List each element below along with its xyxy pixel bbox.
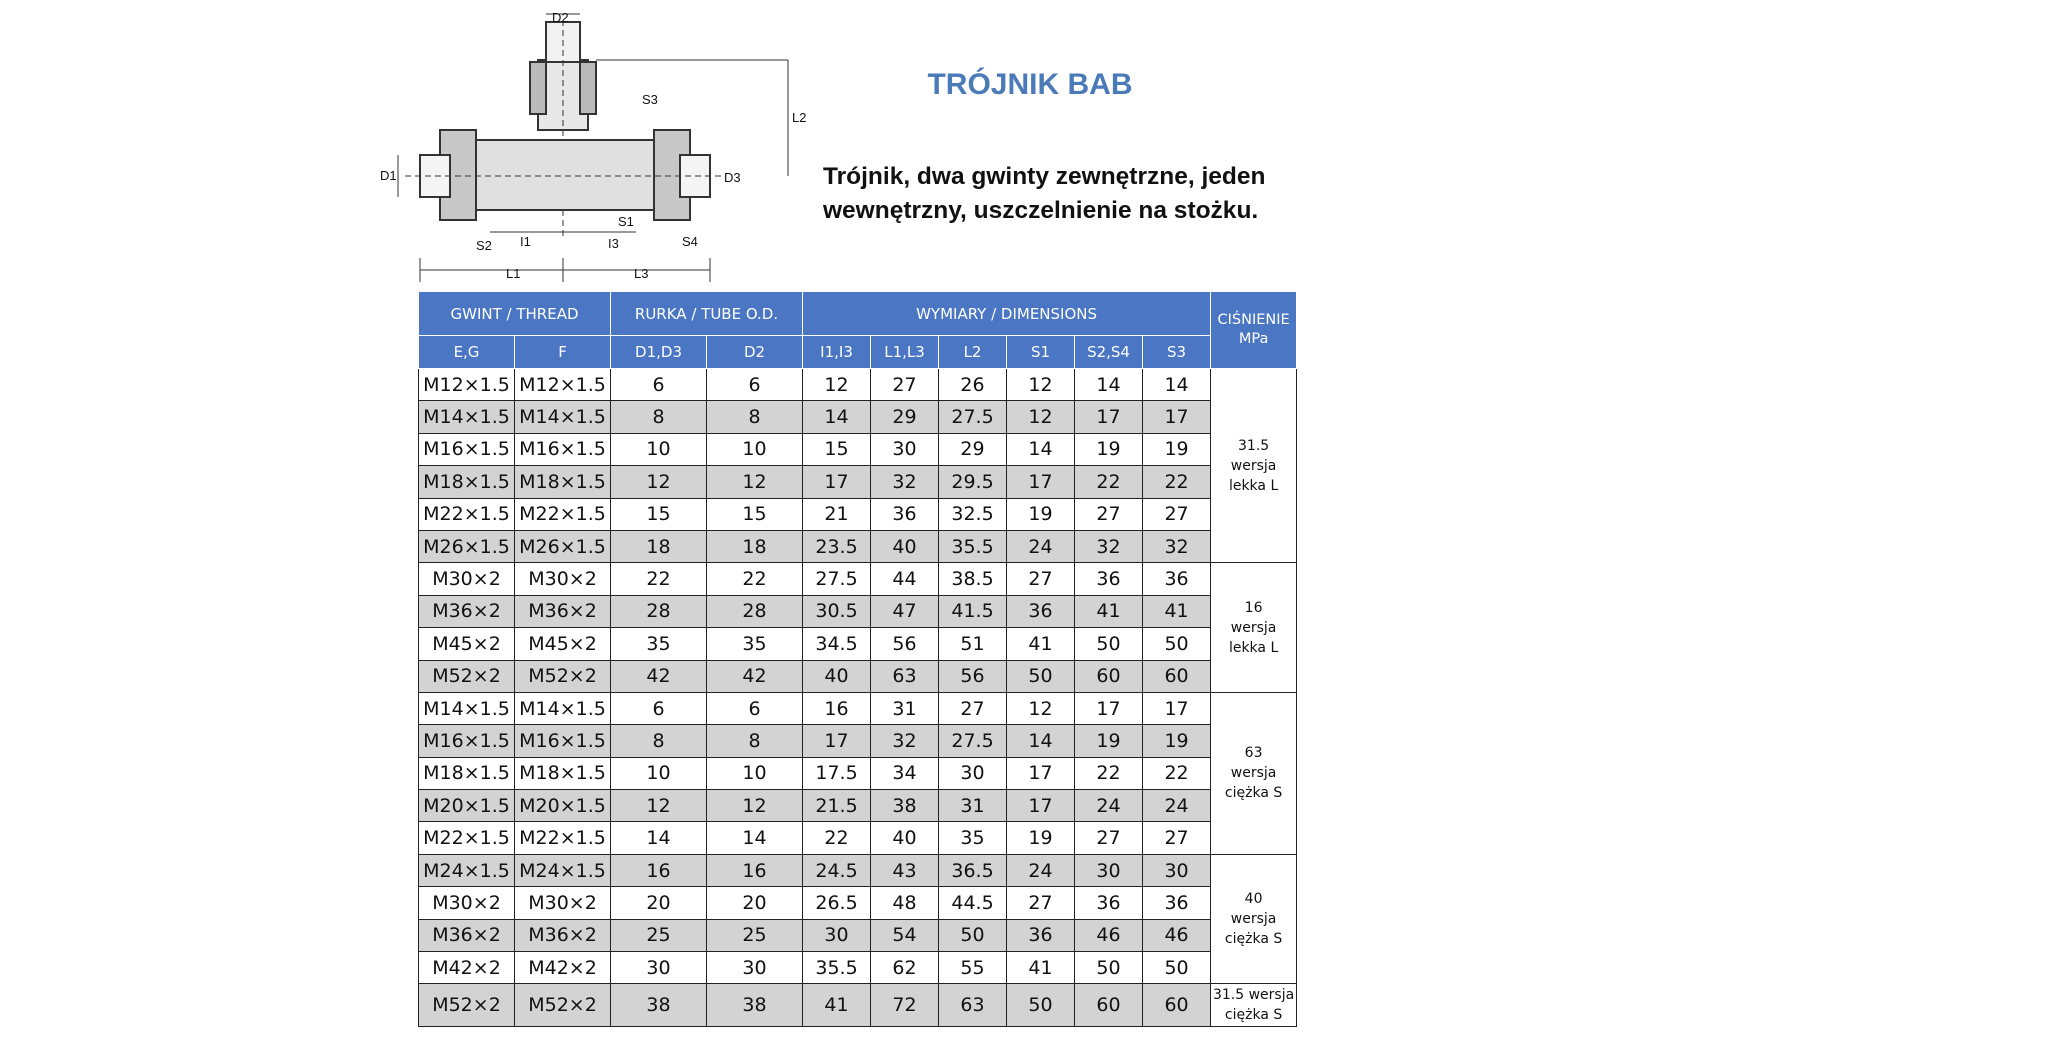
table-cell: 19 [1075,725,1143,757]
table-cell: 24 [1007,854,1075,886]
pressure-text: wersja [1230,619,1277,636]
table-cell: 24 [1143,790,1211,822]
table-cell: 17 [1143,692,1211,724]
label-s4: S4 [682,234,698,249]
table-cell: M36×2 [515,919,611,951]
table-cell: 30 [939,757,1007,789]
table-cell: 12 [1007,369,1075,401]
table-cell: 16 [707,854,803,886]
table-cell: 22 [1143,757,1211,789]
table-cell: 20 [611,887,707,919]
table-cell: M22×1.5 [419,498,515,530]
table-cell: 50 [1075,628,1143,660]
table-cell: 26 [939,369,1007,401]
table-cell: 43 [871,854,939,886]
table-cell: M30×2 [515,563,611,595]
header-thread: GWINT / THREAD [419,292,611,336]
table-cell: M16×1.5 [515,725,611,757]
table-cell: M18×1.5 [419,466,515,498]
table-row [419,530,1297,562]
table-cell: M14×1.5 [515,692,611,724]
table-cell: 8 [611,725,707,757]
table-cell: 28 [611,595,707,627]
pressure-text: 63 [1244,745,1263,762]
table-row [419,401,1297,433]
label-s1: S1 [618,214,634,229]
table-cell: 12 [707,790,803,822]
table-cell: 17 [803,725,871,757]
table-cell: 28 [707,595,803,627]
table-cell: 36 [871,498,939,530]
table-cell: M22×1.5 [419,822,515,854]
table-cell: 12 [1007,692,1075,724]
table-cell: 50 [1007,660,1075,692]
table-cell: 17 [803,466,871,498]
pressure-cell [1211,692,1297,854]
table-cell: 29.5 [939,466,1007,498]
table-cell: 30 [871,433,939,465]
table-cell: 15 [611,498,707,530]
table-cell: 38 [707,984,803,1027]
table-cell: M30×2 [419,563,515,595]
table-cell: 10 [611,433,707,465]
table-cell: 36 [1075,563,1143,595]
table-cell: 27 [1143,822,1211,854]
table-cell: 35 [611,628,707,660]
table-row [419,628,1297,660]
table-cell: M12×1.5 [419,369,515,401]
table-cell: M16×1.5 [515,433,611,465]
table-cell: 38.5 [939,563,1007,595]
pressure-text: 16 [1244,599,1263,616]
col-s1: S1 [1007,336,1075,369]
table-cell: 12 [1007,401,1075,433]
table-cell: 17 [1075,692,1143,724]
header-dimensions: WYMIARY / DIMENSIONS [803,292,1211,336]
table-row [419,822,1297,854]
table-row [419,466,1297,498]
table-cell: 19 [1143,725,1211,757]
table-cell: 47 [871,595,939,627]
product-description: Trójnik, dwa gwinty zewnętrzne, jeden wewnętrzny, uszczelnienie na stożku. [823,163,1266,224]
table-cell: 31 [871,692,939,724]
table-cell: 41 [1007,952,1075,984]
table-cell: 27.5 [939,401,1007,433]
table-cell: 15 [707,498,803,530]
table-row [419,952,1297,984]
table-cell: 19 [1007,498,1075,530]
table-cell: M20×1.5 [515,790,611,822]
pressure-text: 31.5 [1238,437,1270,454]
table-cell: 27 [1075,822,1143,854]
pressure-text: 40 [1244,891,1263,908]
label-l1: L1 [506,266,521,281]
col-l2: L2 [939,336,1007,369]
table-cell: 54 [871,919,939,951]
table-cell: 20 [707,887,803,919]
table-cell: M18×1.5 [419,757,515,789]
table-cell: 32 [1143,530,1211,562]
table-row [419,854,1297,886]
table-cell: 24.5 [803,854,871,886]
table-cell: 41 [1007,628,1075,660]
table-cell: M26×1.5 [419,530,515,562]
table-cell: 21 [803,498,871,530]
table-cell: 60 [1075,984,1143,1027]
table-row [419,369,1297,401]
pressure-cell [1211,369,1297,563]
table-cell: 36 [1143,563,1211,595]
table-cell: 27 [871,369,939,401]
table-cell: 60 [1143,660,1211,692]
table-cell: 48 [871,887,939,919]
pressure-cell [1211,563,1297,693]
table-row [419,660,1297,692]
col-s3: S3 [1143,336,1211,369]
table-row [419,984,1297,1027]
table-cell: 27 [1143,498,1211,530]
table-cell: 12 [707,466,803,498]
table-row [419,595,1297,627]
col-i1i3: I1,I3 [803,336,871,369]
table-cell: 12 [611,790,707,822]
table-cell: 25 [707,919,803,951]
table-cell: M36×2 [419,919,515,951]
table-cell: 27.5 [939,725,1007,757]
table-cell: 36 [1143,887,1211,919]
label-l3: L3 [634,266,649,281]
table-cell: M20×1.5 [419,790,515,822]
pressure-text: lekka L [1228,477,1279,494]
label-d3: D3 [724,170,741,185]
label-i1: I1 [520,234,531,249]
table-cell: 14 [1075,369,1143,401]
table-cell: 22 [803,822,871,854]
table-cell: 6 [707,692,803,724]
col-f: F [515,336,611,369]
dimensions-table [418,291,1297,1027]
table-cell: M30×2 [419,887,515,919]
table-cell: 42 [611,660,707,692]
table-cell: 8 [707,401,803,433]
table-cell: M22×1.5 [515,498,611,530]
table-cell: 30 [1075,854,1143,886]
table-cell: 46 [1143,919,1211,951]
pressure-text: wersja [1230,911,1277,928]
page-title: TRÓJNIK BAB [927,68,1133,101]
table-cell: 21.5 [803,790,871,822]
table-cell: 35 [707,628,803,660]
table-cell: 40 [803,660,871,692]
table-cell: 12 [803,369,871,401]
table-cell: 22 [1143,466,1211,498]
table-cell: M24×1.5 [515,854,611,886]
table-cell: 44.5 [939,887,1007,919]
table-cell: 16 [611,854,707,886]
table-cell: 34.5 [803,628,871,660]
table-cell: 38 [871,790,939,822]
table-cell: 46 [1075,919,1143,951]
table-cell: M36×2 [515,595,611,627]
table-row [419,433,1297,465]
table-row [419,887,1297,919]
table-cell: 19 [1143,433,1211,465]
table-cell: 29 [939,433,1007,465]
table-cell: 16 [803,692,871,724]
table-row [419,757,1297,789]
table-cell: 10 [611,757,707,789]
pressure-text: ciężka S [1224,931,1283,948]
table-cell: 6 [707,369,803,401]
table-cell: 8 [707,725,803,757]
table-cell: 8 [611,401,707,433]
table-cell: M42×2 [419,952,515,984]
table-cell: 18 [707,530,803,562]
table-cell: 36.5 [939,854,1007,886]
table-cell: 27 [939,692,1007,724]
table-cell: 40 [871,822,939,854]
table-cell: 24 [1075,790,1143,822]
table-cell: 17 [1007,790,1075,822]
col-d2: D2 [707,336,803,369]
label-d1: D1 [380,168,397,183]
table-cell: 50 [1143,628,1211,660]
table-cell: 23.5 [803,530,871,562]
table-cell: 63 [871,660,939,692]
table-cell: 36 [1007,919,1075,951]
table-cell: M18×1.5 [515,466,611,498]
table-cell: 29 [871,401,939,433]
pressure-text: lekka L [1228,639,1279,656]
table-cell: 6 [611,692,707,724]
table-row [419,919,1297,951]
col-s2s4: S2,S4 [1075,336,1143,369]
table-cell: 22 [1075,466,1143,498]
table-cell: 50 [1143,952,1211,984]
pressure-text: ciężka S [1224,1007,1283,1024]
tee-fitting-drawing [380,0,807,290]
table-cell: M52×2 [419,984,515,1027]
table-cell: M42×2 [515,952,611,984]
table-cell: 32.5 [939,498,1007,530]
header-tube: RURKA / TUBE O.D. [611,292,803,336]
table-cell: M16×1.5 [419,725,515,757]
label-d2: D2 [552,10,569,25]
table-cell: 32 [1075,530,1143,562]
table-cell: 25 [611,919,707,951]
label-i3: I3 [608,236,619,251]
table-cell: 55 [939,952,1007,984]
table-cell: 31 [939,790,1007,822]
table-cell: M16×1.5 [419,433,515,465]
pressure-text: ciężka S [1224,785,1283,802]
table-cell: M12×1.5 [515,369,611,401]
table-cell: M36×2 [419,595,515,627]
col-eg: E,G [419,336,515,369]
table-cell: 14 [1007,725,1075,757]
table-cell: M45×2 [419,628,515,660]
pressure-cell [1211,854,1297,984]
table-cell: 18 [611,530,707,562]
table-cell: 30 [803,919,871,951]
table-cell: 15 [803,433,871,465]
table-cell: 14 [611,822,707,854]
header-pressure: CIŚNIENIE MPa [1211,292,1297,369]
table-cell: M14×1.5 [419,692,515,724]
table-cell: 32 [871,466,939,498]
table-cell: 63 [939,984,1007,1027]
table-cell: 17 [1075,401,1143,433]
table-cell: M18×1.5 [515,757,611,789]
table-cell: M22×1.5 [515,822,611,854]
table-cell: 26.5 [803,887,871,919]
table-cell: M24×1.5 [419,854,515,886]
table-cell: 22 [611,563,707,595]
table-cell: 14 [1143,369,1211,401]
table-cell: 27 [1075,498,1143,530]
pressure-text: 31.5 wersja [1212,987,1295,1004]
table-cell: 17.5 [803,757,871,789]
table-cell: 17 [1007,757,1075,789]
table-body [419,369,1297,1027]
table-cell: 62 [871,952,939,984]
table-cell: 50 [1007,984,1075,1027]
table-cell: 14 [803,401,871,433]
table-cell: 14 [1007,433,1075,465]
pressure-text: wersja [1230,765,1277,782]
table-cell: 22 [707,563,803,595]
table-cell: 38 [611,984,707,1027]
table-cell: M52×2 [419,660,515,692]
label-s2: S2 [476,238,492,253]
table-cell: 41.5 [939,595,1007,627]
table-cell: 60 [1143,984,1211,1027]
table-cell: 50 [939,919,1007,951]
table-cell: 72 [871,984,939,1027]
table-cell: 17 [1007,466,1075,498]
table-cell: 30.5 [803,595,871,627]
table-row [419,725,1297,757]
table-cell: 40 [871,530,939,562]
table-cell: 22 [1075,757,1143,789]
pressure-cell [1211,984,1297,1027]
table-cell: 56 [939,660,1007,692]
table-cell: 30 [611,952,707,984]
table-cell: 56 [871,628,939,660]
pressure-text: wersja [1230,457,1277,474]
table-cell: 41 [1143,595,1211,627]
table-cell: 17 [1143,401,1211,433]
table-row [419,563,1297,595]
table-cell: M14×1.5 [419,401,515,433]
table-cell: 44 [871,563,939,595]
table-cell: 35 [939,822,1007,854]
table-row [419,692,1297,724]
table-cell: M14×1.5 [515,401,611,433]
table-cell: 50 [1075,952,1143,984]
table-cell: M45×2 [515,628,611,660]
label-s3: S3 [642,92,658,107]
table-cell: 27 [1007,563,1075,595]
table-cell: 10 [707,433,803,465]
table-cell: M52×2 [515,984,611,1027]
table-cell: 41 [803,984,871,1027]
table-cell: 27.5 [803,563,871,595]
table-cell: 35.5 [939,530,1007,562]
table-cell: 36 [1075,887,1143,919]
table-cell: 6 [611,369,707,401]
table-cell: 30 [1143,854,1211,886]
table-cell: 51 [939,628,1007,660]
table-cell: 36 [1007,595,1075,627]
table-cell: 60 [1075,660,1143,692]
col-l1l3: L1,L3 [871,336,939,369]
table-cell: 12 [611,466,707,498]
table-row [419,498,1297,530]
table-cell: 19 [1075,433,1143,465]
table-cell: 19 [1007,822,1075,854]
label-l2: L2 [792,110,807,125]
table-cell: 30 [707,952,803,984]
table-cell: 32 [871,725,939,757]
table-cell: M26×1.5 [515,530,611,562]
table-cell: 24 [1007,530,1075,562]
table-cell: 35.5 [803,952,871,984]
col-d1d3: D1,D3 [611,336,707,369]
table-row [419,790,1297,822]
table-cell: 41 [1075,595,1143,627]
table-cell: 10 [707,757,803,789]
table-cell: M30×2 [515,887,611,919]
table-cell: 27 [1007,887,1075,919]
table-cell: 42 [707,660,803,692]
table-cell: M52×2 [515,660,611,692]
table-cell: 34 [871,757,939,789]
table-cell: 14 [707,822,803,854]
